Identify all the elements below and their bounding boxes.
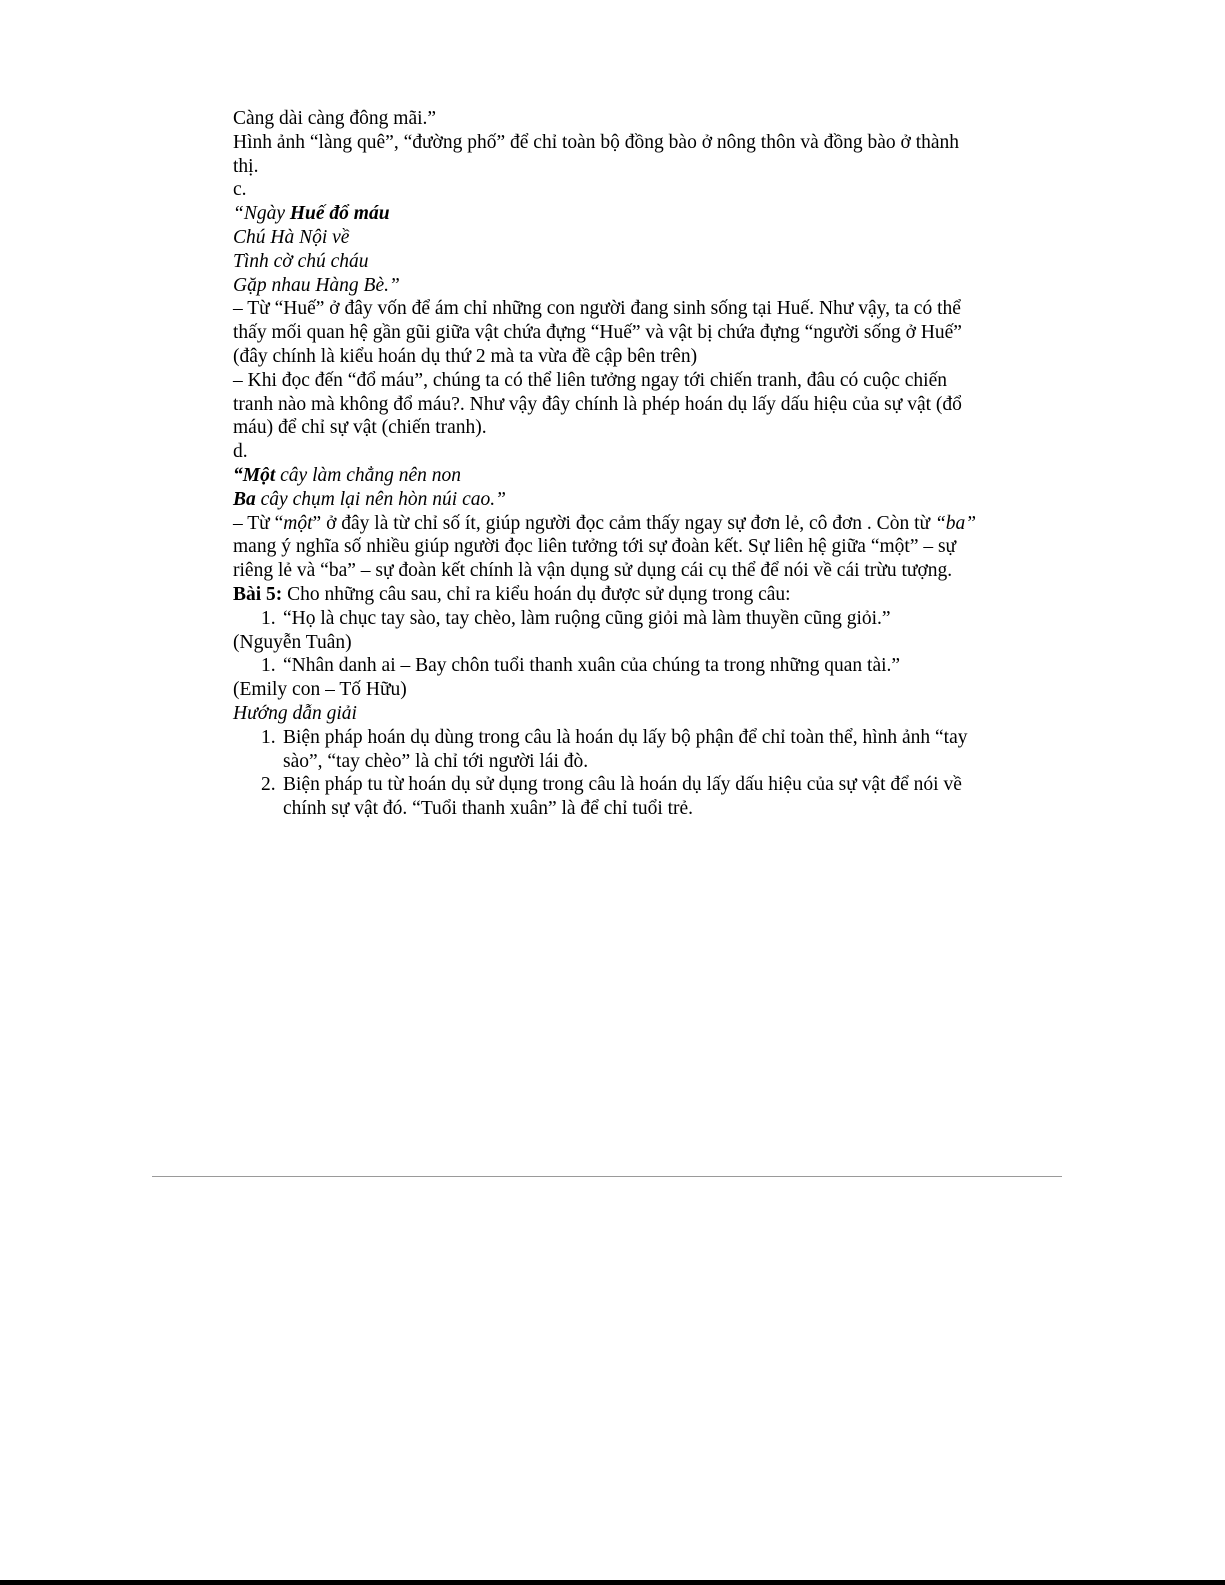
list-number: 2. [261, 774, 276, 796]
section-label-c: c. [233, 179, 247, 201]
exercise-number: Bài 5: [233, 583, 283, 605]
list-text: Biện pháp hoán dụ dùng trong câu là hoán dụ lấy bộ phận để chỉ toàn thể, hình ảnh “tay sào”, “tay chèo” là chỉ tới người lái đò. [283, 726, 968, 772]
poem-line: Tình cờ chú cháu [233, 250, 369, 272]
poem-line: Gặp nhau Hàng Bè.” [233, 274, 400, 296]
section-label-d: d. [233, 441, 248, 463]
list-item [233, 607, 993, 631]
poem-text: cây làm chẳng nên non [275, 464, 462, 486]
list-item [233, 773, 968, 821]
list-text: “Nhân danh ai – Bay chôn tuổi thanh xuân của chúng ta trong những quan tài.” [283, 655, 901, 677]
document-body [233, 107, 993, 821]
text-run-italic: “ba” [934, 512, 977, 534]
poem-emphasis: Ba [233, 488, 256, 510]
list-item [233, 654, 993, 678]
poem-line [233, 202, 993, 226]
exercise-heading [233, 583, 993, 607]
text-run: mang ý nghĩa số nhiều giúp người đọc liên tưởng tới sự đoàn kết. Sự liên hệ giữa “một” – sự riêng lẻ và “ba” – sự đoàn kết chính là vận dụng sử dụng cái cụ thể để nói về cái trừu tượng. [233, 536, 957, 582]
list-number: 1. [261, 655, 276, 677]
paragraph [233, 512, 985, 583]
exercise-prompt: Cho những câu sau, chỉ ra kiểu hoán dụ được sử dụng trong câu: [282, 583, 791, 605]
poem-text: cây chụm lại nên hòn núi cao.” [255, 488, 506, 510]
poem-line [233, 488, 993, 512]
poem-line [233, 464, 993, 488]
paragraph: – Từ “Huế” ở đây vốn để ám chỉ những con người đang sinh sống tại Huế. Như vậy, ta có thể thấy mối quan hệ gần gũi giữa vật chứa đựng “Huế” và vật bị chứa đựng “người sống ở Huế” (đây chính là kiểu hoán dụ thứ 2 mà ta vừa đề cập bên trên) [233, 298, 962, 367]
poem-emphasis: Huế đổ máu [289, 203, 390, 225]
page-bottom-border [0, 1580, 1225, 1585]
list-text: “Họ là chục tay sào, tay chèo, làm ruộng cũng giỏi mà làm thuyền cũng giỏi.” [283, 607, 891, 629]
paragraph: – Khi đọc đến “đổ máu”, chúng ta có thể liên tưởng ngay tới chiến tranh, đâu có cuộc chiến tranh nào mà không đổ máu?. Như vậy đây chính là phép hoán dụ lấy dấu hiệu của sự vật (đổ máu) để chỉ sự vật (chiến tranh). [233, 369, 962, 439]
text-run: ” ở đây là từ chỉ số ít, giúp người đọc cảm thấy ngay sự đơn lẻ, cô đơn . Còn từ [312, 512, 935, 534]
text-run-italic: một [283, 512, 313, 534]
text-run: – Từ “ [233, 512, 284, 534]
list-item [233, 726, 978, 774]
quote-source: (Emily con – Tố Hữu) [233, 679, 407, 701]
poem-line: Chú Hà Nội về [233, 226, 350, 248]
guide-heading: Hướng dẫn giải [233, 702, 357, 724]
list-number: 1. [261, 607, 276, 629]
quote-source: (Nguyễn Tuân) [233, 631, 352, 653]
page-divider [152, 1176, 1062, 1177]
poem-line: Càng dài càng đông mãi.” [233, 108, 437, 129]
poem-emphasis: “Một [233, 464, 276, 486]
list-text: Biện pháp tu từ hoán dụ sử dụng trong câu là hoán dụ lấy dấu hiệu của sự vật để nói về chính sự vật đó. “Tuổi thanh xuân” là để chỉ tuổi trẻ. [283, 774, 962, 820]
poem-text: “Ngày [233, 203, 290, 225]
list-number: 1. [261, 726, 276, 748]
paragraph: Hình ảnh “làng quê”, “đường phố” để chỉ toàn bộ đồng bào ở nông thôn và đồng bào ở thành thị. [233, 131, 960, 177]
